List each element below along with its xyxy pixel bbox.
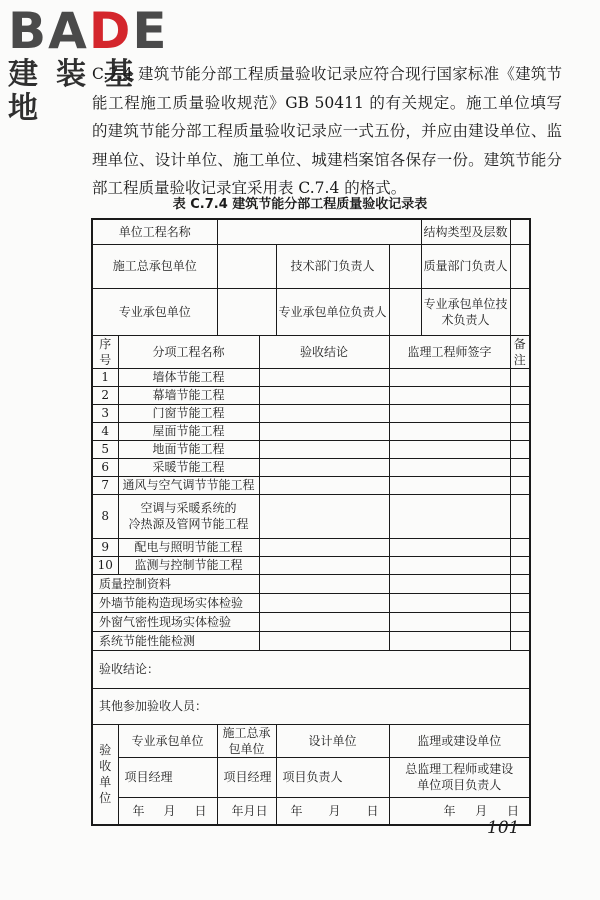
label-general-contractor: 施工总承包单位 — [92, 244, 217, 288]
unit-supervision-construction: 监理或建设单位 — [389, 724, 530, 757]
other-participants-row — [92, 688, 530, 724]
label-unit-project: 单位工程名称 — [92, 219, 217, 244]
table-row: 10 监测与控制节能工程 — [92, 556, 530, 574]
unit-design: 设计单位 — [276, 724, 389, 757]
value-specialty-contractor — [217, 288, 276, 335]
header-row-general — [92, 244, 530, 288]
sign-units-row — [92, 724, 530, 757]
extra-row: 外墙节能构造现场实体检验 — [92, 593, 530, 612]
label-specialty-tech-head: 专业承包单位技术负责人 — [421, 288, 510, 335]
table-row: 6 采暖节能工程 — [92, 458, 530, 476]
label-tech-dept-head: 技术部门负责人 — [276, 244, 389, 288]
value-specialty-head — [389, 288, 421, 335]
value-specialty-tech-head — [510, 288, 530, 335]
label-specialty-contractor: 专业承包单位 — [92, 288, 217, 335]
logo-wordmark: BADE — [8, 2, 169, 60]
col-no: 序号 — [92, 335, 118, 368]
value-unit-project — [217, 219, 421, 244]
col-conclusion: 验收结论 — [259, 335, 389, 368]
sign-dates-row — [92, 797, 530, 825]
col-sub-item: 分项工程名称 — [118, 335, 259, 368]
header-row-unit — [92, 219, 530, 244]
extra-row: 系统节能性能检测 — [92, 631, 530, 650]
col-supervisor-sign: 监理工程师签字 — [389, 335, 510, 368]
sign-persons-row — [92, 757, 530, 797]
table-row: 5 地面节能工程 — [92, 440, 530, 458]
person-project-manager-2: 项目经理 — [217, 757, 276, 797]
value-quality-dept-head — [510, 244, 530, 288]
conclusion-label: 验收结论： — [92, 650, 530, 688]
others-label: 其他参加验收人员： — [92, 688, 530, 724]
unit-specialty-contractor: 专业承包单位 — [118, 724, 217, 757]
date-cell: 年 月 日 — [389, 797, 530, 825]
table-row: 8 空调与采暖系统的 冷热源及管网节能工程 — [92, 494, 530, 538]
person-chief-supervisor: 总监理工程师或建设 单位项目负责人 — [389, 757, 530, 797]
table-row: 7 通风与空气调节节能工程 — [92, 476, 530, 494]
table-row: 4 屋面节能工程 — [92, 422, 530, 440]
label-quality-dept-head: 质量部门负责人 — [421, 244, 510, 288]
person-project-leader: 项目负责人 — [276, 757, 389, 797]
acceptance-units-label: 验 收 单 位 — [92, 724, 118, 825]
table-caption: 表 C.7.4 建筑节能分部工程质量验收记录表 — [172, 197, 428, 212]
label-specialty-head: 专业承包单位负责人 — [276, 288, 389, 335]
value-general-contractor — [217, 244, 276, 288]
table-row: 1 墙体节能工程 — [92, 368, 530, 386]
page-number: 101 — [487, 818, 520, 838]
column-header-row — [92, 335, 530, 368]
unit-general-contractor: 施工总承包单位 — [217, 724, 276, 757]
date-cell: 年 月 日 — [217, 797, 276, 825]
header-row-specialty — [92, 288, 530, 335]
intro-paragraph: C.7.4 建筑节能分部工程质量验收记录应符合现行国家标准《建筑节能工程施工质量验收规范》GB 50411 的有关规定。施工单位填写的建筑节能分部工程质量验收记录应一式五份，并应由建设单位、监理单位、设计单位、施工单位、城建档案馆各保存一份。建筑节能分部工程质量验收记录宜采用表 C.7.4 的格式。 — [92, 65, 562, 197]
label-structure-type: 结构类型及层数 — [421, 219, 510, 244]
table-row: 3 门窗节能工程 — [92, 404, 530, 422]
person-project-manager-1: 项目经理 — [118, 757, 217, 797]
table-row: 9 配电与照明节能工程 — [92, 538, 530, 556]
extra-row: 质量控制资料 — [92, 574, 530, 593]
value-structure-type — [510, 219, 530, 244]
conclusion-row — [92, 650, 530, 688]
col-remarks: 备注 — [510, 335, 530, 368]
date-cell: 年 月 日 — [118, 797, 217, 825]
acceptance-record-table — [91, 218, 531, 826]
table-row: 2 幕墙节能工程 — [92, 386, 530, 404]
extra-row: 外窗气密性现场实体检验 — [92, 612, 530, 631]
date-cell: 年 月 日 — [276, 797, 389, 825]
value-tech-dept-head — [389, 244, 421, 288]
logo-chinese: 建装基地 — [8, 57, 152, 126]
